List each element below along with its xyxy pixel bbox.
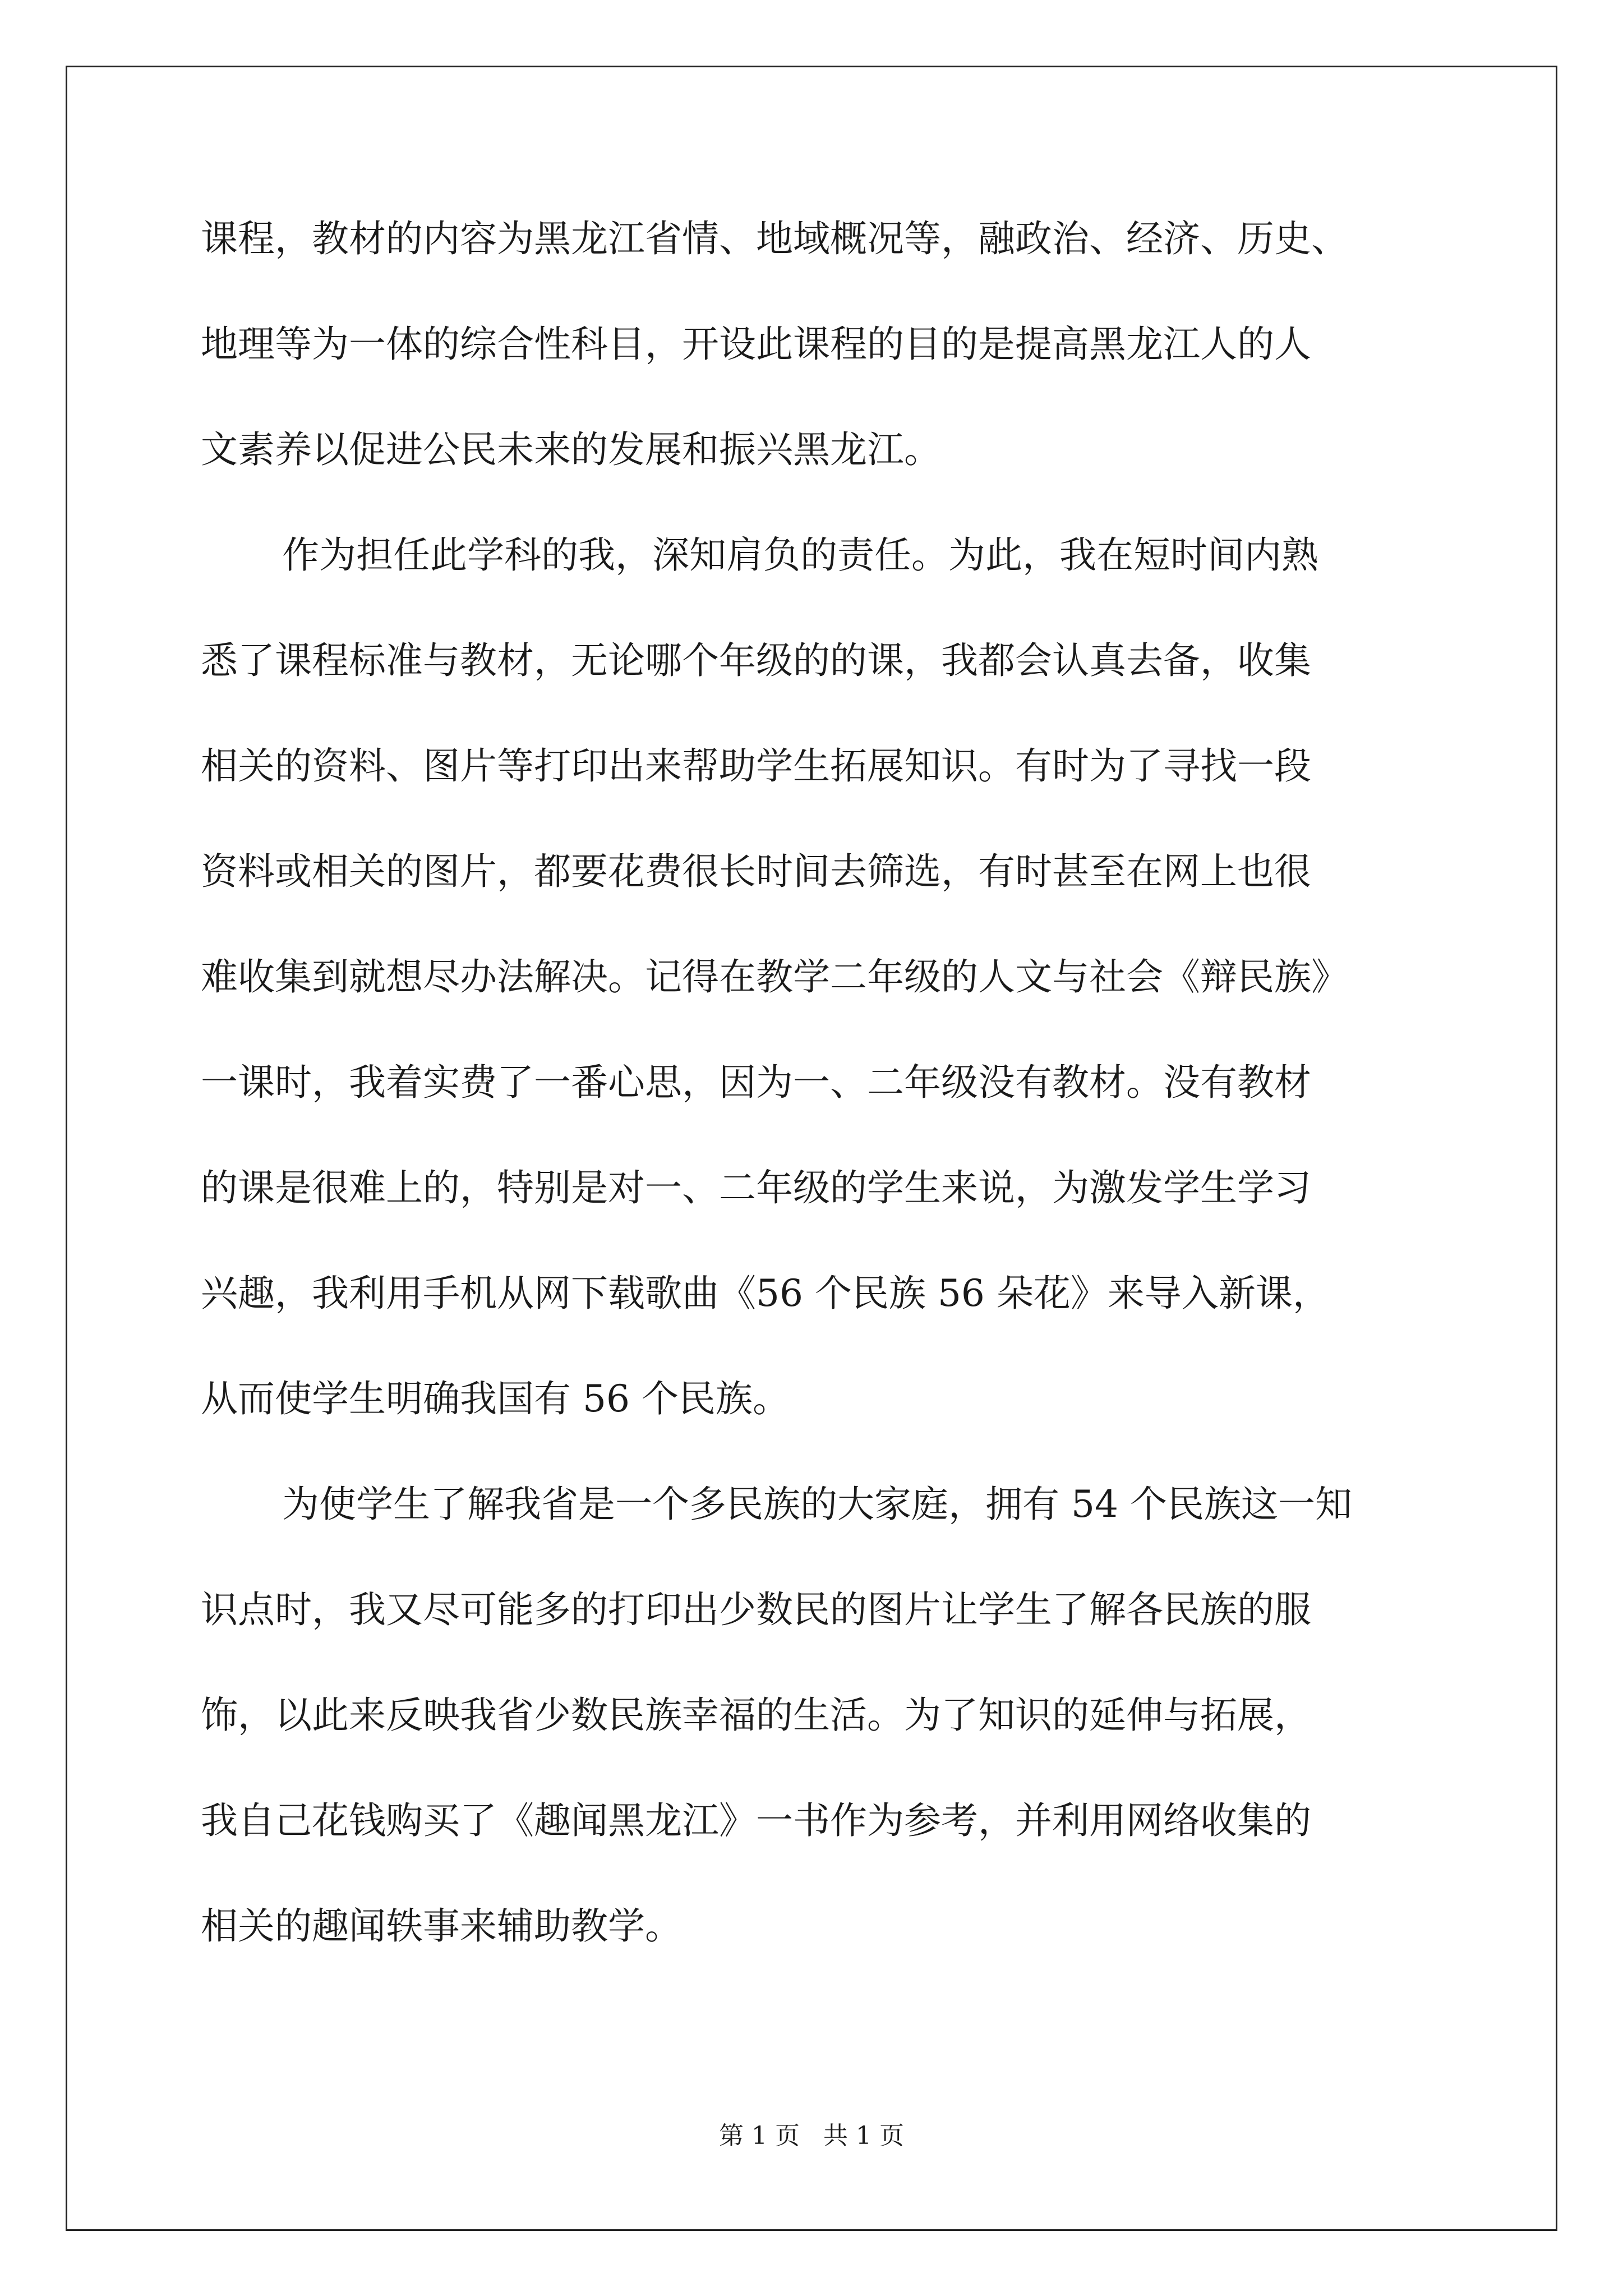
page-footer: 第 1 页 共 1 页	[719, 2122, 904, 2150]
text-line-5: 悉了课程标准与教材，无论哪个年级的的课，我都会认真去备，收集	[201, 639, 1311, 682]
text-line-8: 难收集到就想尽办法解决。记得在教学二年级的人文与社会《辩民族》	[201, 955, 1348, 999]
text-line-17: 相关的趣闻轶事来辅助教学。	[201, 1904, 682, 1948]
text-line-13: 为使学生了解我省是一个多民族的大家庭，拥有 54 个民族这一知	[282, 1483, 1352, 1526]
text-line-15: 饰，以此来反映我省少数民族幸福的生活。为了知识的延伸与拓展，	[201, 1694, 1311, 1737]
text-line-9: 一课时，我着实费了一番心思，因为一、二年级没有教材。没有教材	[201, 1061, 1311, 1104]
text-line-6: 相关的资料、图片等打印出来帮助学生拓展知识。有时为了寻找一段	[201, 744, 1311, 788]
text-line-7: 资料或相关的图片，都要花费很长时间去筛选，有时甚至在网上也很	[201, 850, 1311, 893]
document-body	[201, 212, 1435, 2005]
text-line-14: 识点时，我又尽可能多的打印出少数民的图片让学生了解各民族的服	[201, 1588, 1311, 1631]
text-line-2: 地理等为一体的综合性科目，开设此课程的目的是提高黑龙江人的人	[201, 323, 1311, 366]
text-line-16: 我自己花钱购买了《趣闻黑龙江》一书作为参考，并利用网络收集的	[201, 1799, 1311, 1842]
text-line-4: 作为担任此学科的我，深知肩负的责任。为此，我在短时间内熟	[282, 533, 1318, 577]
text-line-1: 课程，教材的内容为黑龙江省情、地域概况等，融政治、经济、历史、	[201, 217, 1348, 260]
text-line-10: 的课是很难上的，特别是对一、二年级的学生来说，为激发学生学习	[201, 1166, 1311, 1209]
text-line-3: 文素养以促进公民未来的发展和振兴黑龙江。	[201, 428, 941, 471]
text-line-12: 从而使学生明确我国有 56 个民族。	[201, 1377, 790, 1420]
text-line-11: 兴趣，我利用手机从网下载歌曲《56 个民族 56 朵花》来导入新课，	[201, 1272, 1330, 1315]
